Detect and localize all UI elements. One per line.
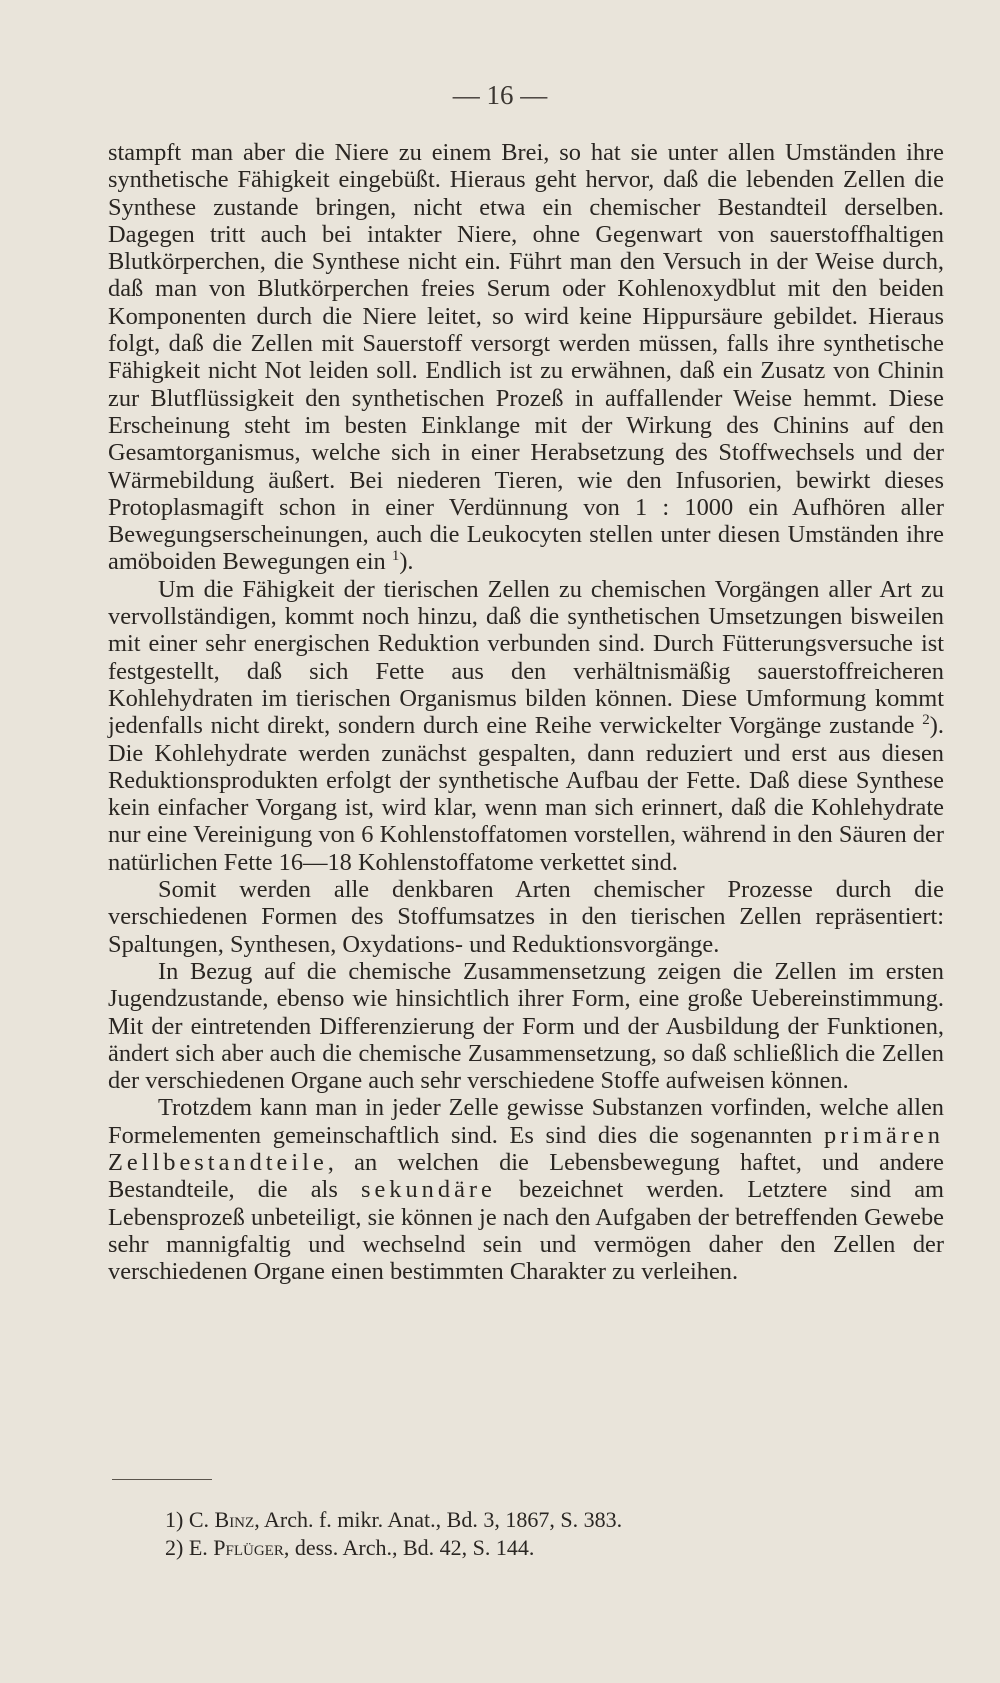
footnote-marker: 2)	[165, 1535, 184, 1560]
paragraph	[108, 1094, 944, 1285]
text-run: Trotzdem kann man in jeder Zelle gewisse Substanzen vorfinden, welche allen Formelementen gemeinschaftlich sind. Es sind dies die sogenannten	[108, 1094, 944, 1149]
emphasized-term: primären Zellbestandteile	[108, 1121, 944, 1176]
page-number: — 16 —	[452, 80, 548, 110]
footnote-1	[165, 1506, 925, 1534]
paragraph	[108, 576, 944, 876]
text-run: Um die Fähigkeit der tierischen Zellen zu chemischen Vorgängen aller Art zu vervollständigen, kommt noch hinzu, daß die synthetischen Umsetzungen bisweilen mit einer sehr energischen Reduktion verbunden sind. Durch Fütterungsversuche ist festgestellt, daß sich Fette aus den verhältnismäßig sauerstoffreicheren Kohlehydraten im tierischen Organismus bilden können. Diese Umformung kommt jedenfalls nicht direkt, sondern durch eine Reihe verwickelter Vorgänge zustande	[108, 575, 944, 740]
paragraph	[108, 958, 944, 1094]
text-run: In Bezug auf die chemische Zusammensetzung zeigen die Zellen im ersten Jugendzustande, ebenso wie hinsichtlich ihrer Form, eine große Uebereinstimmung. Mit der eintretenden Differenzierung der Form und der Ausbildung der Funktionen, ändert sich aber auch die chemische Zusammensetzung, so daß schließlich die Zellen der verschiedenen Organe auch sehr verschiedene Stoffe aufweisen können.	[108, 957, 944, 1095]
footnote-citation: , Arch. f. mikr. Anat., Bd. 3, 1867, S. 383.	[254, 1507, 623, 1532]
footnote-author-name: Binz	[214, 1507, 255, 1532]
footnote-author-initial: E.	[188, 1535, 208, 1560]
footnote-author-name: Pflüger	[213, 1535, 284, 1560]
text-run: stampft man aber die Niere zu einem Brei, so hat sie unter allen Umständen ihre synthetische Fähigkeit eingebüßt. Hieraus geht hervor, daß die lebenden Zellen die Synthese zustande bringen, nicht etwa ein chemischer Bestandteil derselben. Dagegen tritt auch bei intakter Niere, ohne Gegenwart von sauerstoffhaltigen Blutkörperchen, die Synthese nicht ein. Führt man den Versuch in der Weise durch, daß man von Blutkörperchen freies Serum oder Kohlenoxydblut mit den beiden Komponenten durch die Niere leitet, so wird keine Hippursäure gebildet. Hieraus folgt, daß die Zellen mit Sauerstoff versorgt werden müssen, falls ihre synthetische Fähigkeit nicht Not leiden soll. Endlich ist zu erwähnen, daß ein Zusatz von Chinin zur Blutflüssigkeit den synthetischen Prozeß in auffallender Weise hemmt. Diese Erscheinung steht im besten Einklange mit der Wirkung des Chinins auf den Gesamtorganismus, welche sich in einer Herabsetzung des Stoffwechsels und der Wärmebildung äußert. Bei niederen Tieren, wie den Infusorien, bewirkt dieses Protoplasmagift schon in einer Verdünnung von 1 : 1000 ein Aufhören aller Bewegungserscheinungen, auch die Leukocyten stellen unter diesen Umständen ihre amöboiden Bewegungen ein	[108, 139, 944, 576]
body-text	[108, 139, 944, 1285]
footnote-separator	[112, 1479, 212, 1480]
footnote-reference: 2	[922, 712, 930, 729]
footnote-reference: 1	[391, 548, 400, 565]
text-run: ). Die Kohlehydrate werden zunächst gespalten, dann reduziert und erst aus diesen Reduktionsprodukten erfolgt der synthetische Aufbau der Fette. Daß diese Synthese kein einfacher Vorgang ist, wird klar, wenn man sich erinnert, daß die Kohlehydrate nur eine Vereinigung von 6 Kohlenstoffatomen vorstellen, während in den Säuren der natürlichen Fette 16—18 Kohlenstoffatome verkettet sind.	[108, 712, 944, 876]
footnote-marker: 1)	[165, 1507, 184, 1532]
paragraph	[108, 876, 944, 958]
paragraph	[108, 139, 944, 576]
footnote-2	[165, 1534, 925, 1562]
footnotes	[165, 1506, 925, 1562]
text-run: ).	[399, 548, 414, 576]
emphasized-term: sekundäre	[360, 1176, 496, 1204]
footnote-author-initial: C.	[188, 1507, 210, 1532]
text-run: Somit werden alle denkbaren Arten chemischer Prozesse durch die verschiedenen Formen des Stoffumsatzes in den tierischen Zellen repräsentiert: Spaltungen, Synthesen, Oxydations- und Reduktionsvorgänge.	[108, 876, 944, 958]
text-run: , an welchen die Lebensbewegung haftet, und andere Bestandteile, die als	[108, 1148, 944, 1204]
text-run: bezeichnet werden. Letztere sind am Lebensprozeß unbeteiligt, sie können je nach den Aufgaben der betreffenden Gewebe sehr mannigfaltig und wechselnd sein und vermögen daher den Zellen der verschiedenen Organe einen bestimmten Charakter zu verleihen.	[108, 1176, 945, 1286]
footnote-citation: , dess. Arch., Bd. 42, S. 144.	[283, 1535, 535, 1560]
